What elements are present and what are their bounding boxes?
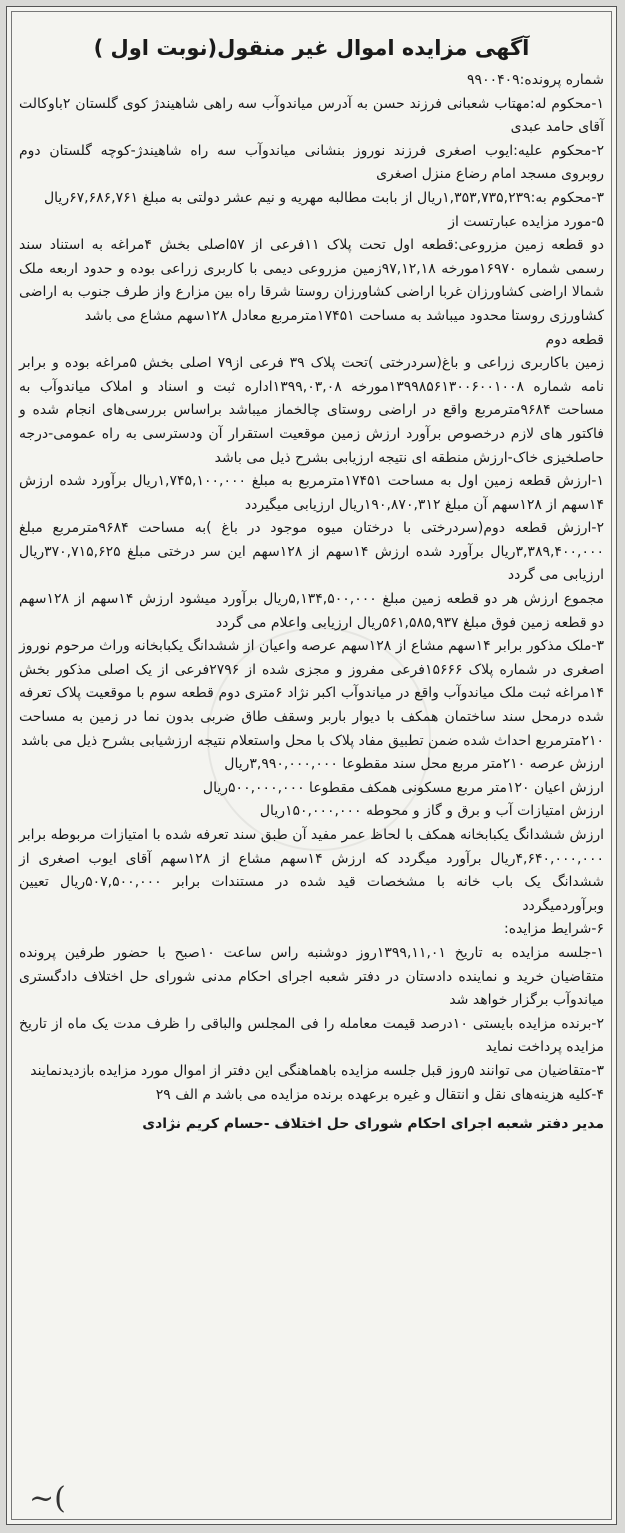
second-parcel-paragraph: زمین باکاربری زراعی و باغ(سردرختی )تحت پلاک ۳۹ فرعی از۷۹ اصلی بخش ۵مراغه بوده و برابر نامه شماره ۱۳۹۹۸۵۶۱۳۰۰۶۰۰۱۰۰۸مورخه ۱۳۹۹,۰۳,۰۸اداره ثبت و اسناد و املاک میاندوآب به مساحت ۹۶۸۴مترمربع واقع در اراضی روستای چالخماز میباشد براساس بررسی‌های انجام شده و فاکتور های لازم درخصوص برآورد ارزش زمین موقعیت استقرار آن ودسترسی به راه عمومی-درجه حاصلخیزی خاک-ارزش منطقه ای نتیجه ارزیابی بشرح ذیل می باشد <box>19 355 605 466</box>
signature-line: مدیر دفتر شعبه اجرای احکام شورای حل اختلاف -حسام کریم نژادی <box>142 1116 604 1133</box>
handwritten-mark: ~( <box>29 1481 66 1516</box>
notice-page <box>6 6 617 1525</box>
conditions-heading: ۶-شرایط مزایده: <box>504 921 604 938</box>
condition-costs: ۴-کلیه هزینه‌های نقل و انتقال و غیره برعهده برنده مزایده می باشد م الف ۲۹ <box>155 1086 604 1103</box>
total-land-value: مجموع ارزش هر دو قطعه زمین مبلغ ۵,۱۳۴,۵۰۰,۰۰۰ریال برآورد میشود ارزش ۱۴سهم از ۱۲۸سهم دو قطعه زمین فوق مبلغ ۵۶۱,۵۸۵,۹۳۷ریال ارزیابی واعلام می گردد <box>19 591 604 631</box>
notice-title: آگهی مزایده اموال غیر منقول(نوبت اول ) <box>93 36 530 60</box>
condition-session: ۱-جلسه مزایده به تاریخ ۱۳۹۹,۱۱,۰۱روز دوشنبه راس ساعت ۱۰صبح با حضور طرفین پرونده متقاضیان خرید و نماینده دادستان در دفتر شعبه اجرای احکام مدنی شورای حل اختلاف دادگستری میاندوآب برگزار خواهد شد <box>19 944 605 1009</box>
first-parcel-value: ۱-ارزش قطعه زمین اول به مساحت ۱۷۴۵۱مترمربع به مبلغ ۱,۷۴۵,۱۰۰,۰۰۰ریال برآورد شده ارزش ۱۴سهم از ۱۲۸سهم آن مبلغ ۱۹۰,۸۷۰,۳۱۲ریال ارزیابی میگیردد <box>19 473 604 513</box>
land-area-value: ارزش عرصه ۲۱۰متر مربع محل سند مقطوعا ۳,۹۹۰,۰۰۰,۰۰۰ریال <box>224 756 604 773</box>
plaintiff-paragraph: ۱-محکوم له:مهتاب شعبانی فرزند حسن به آدرس میاندوآب سه راهی شاهیندژ کوی گلستان ۲باوکالت آقای حامد عبدی <box>19 95 604 136</box>
condition-visit: ۳-متقاضیان می توانند ۵روز قبل جلسه مزایده باهماهنگی این دفتر از اموال مورد مزایده بازدیدنمایند <box>30 1062 604 1079</box>
defendant-paragraph: ۲-محکوم علیه:ایوب اصغری فرزند نوروز بنشانی میاندوآب سه راه شاهیندژ-کوچه گلستان دوم روبروی مسجد امام رضاع منزل اصغری <box>19 142 604 183</box>
house-total-value: ارزش ششدانگ یکبابخانه همکف با لحاظ عمر مفید آن طبق سند تعرفه شده با امتیازات مربوطه برابر ۴,۶۴۰,۰۰۰,۰۰۰ریال برآورد میگردد که ارزش ۱۴سهم مشاع از ۱۲۸سهم آقای ایوب اصغری از ششدانگ یک باب خانه با مشخصات قید شده در مستندات برابر ۵۰۷,۵۰۰,۰۰۰ریال تعیین وبرآوردمیگردد <box>19 827 605 914</box>
auction-subject-heading: ۵-مورد مزایده عبارتست از <box>448 213 604 230</box>
case-number: شماره پرونده:۹۹۰۰۴۰۹ <box>467 72 604 88</box>
house-description: ۳-ملک مذکور برابر ۱۴سهم مشاع از ۱۲۸سهم عرصه واعیان از ششدانگ یکبابخانه وراث مرحوم نوروز اصغری در شماره پلاک ۱۵۶۶۶فرعی مفروز و مجزی شده از ۲۷۹۶فرعی از یک اصلی مذکور بخش ۱۴مراغه ثبت ملک میاندوآب واقع در میاندوآب اکبر نژاد ۶متری دوم قطعه سوم با موقعیت پلاک تعرفه شده درمحل سند ساختمان همکف با دیوار باربر وسقف طاق ضربی بدون نما در زمین به مساحت ۲۱۰مترمربع احداث شده ضمن تطبیق مفاد پلاک با محل واستعلام نتیجه ارزشیابی بشرح ذیل می باشد <box>19 638 604 749</box>
condition-payment: ۲-برنده مزایده بایستی ۱۰درصد قیمت معامله را فی المجلس والباقی را ظرف مدت یک ماه از تاریخ مزایده پرداخت نماید <box>19 1015 604 1056</box>
first-parcel-paragraph: دو قطعه زمین مزروعی:قطعه اول تحت پلاک ۱۱فرعی از ۵۷اصلی بخش ۴مراغه به استناد سند رسمی شماره ۱۶۹۷۰مورخه ۹۷,۱۲,۱۸زمین مزروعی دیمی با کاربری زراعی بوده و حدود اربعه ملک شمالا اراضی کشاورزان غربا اراضی کشاورزان روستا شرقا راه بین مزارع واز طرف جنوب به اراضی کشاورزی روستا محدود میباشد به مساحت ۱۷۴۵۱مترمربع معادل ۱۲۸سهم مشاع می باشد <box>19 237 604 324</box>
utilities-value: ارزش امتیازات آب و برق و گاز و محوطه ۱۵۰,۰۰۰,۰۰۰ریال <box>259 803 604 820</box>
second-parcel-heading: قطعه دوم <box>545 331 604 348</box>
building-value: ارزش اعیان ۱۲۰متر مربع مسکونی همکف مقطوعا ۵۰۰,۰۰۰,۰۰۰ریال <box>202 779 604 796</box>
second-parcel-value: ۲-ارزش قطعه دوم(سردرختی با درختان میوه موجود در باغ )به مساحت ۹۶۸۴مترمربع مبلغ ۳,۳۸۹,۴۰۰,۰۰۰ریال برآورد شده ارزش ۱۴سهم از ۱۲۸سهم این سر درختی مبلغ ۳۷۰,۷۱۵,۶۲۵ریال ارزیابی می گردد <box>19 520 605 584</box>
judgment-paragraph: ۳-محکوم به:۱,۳۵۳,۷۳۵,۲۳۹ریال از بابت مطالبه مهریه و نیم عشر دولتی به مبلغ ۶۷,۶۸۶,۷۶۱ریال <box>43 189 604 206</box>
notice-content <box>19 33 604 1514</box>
